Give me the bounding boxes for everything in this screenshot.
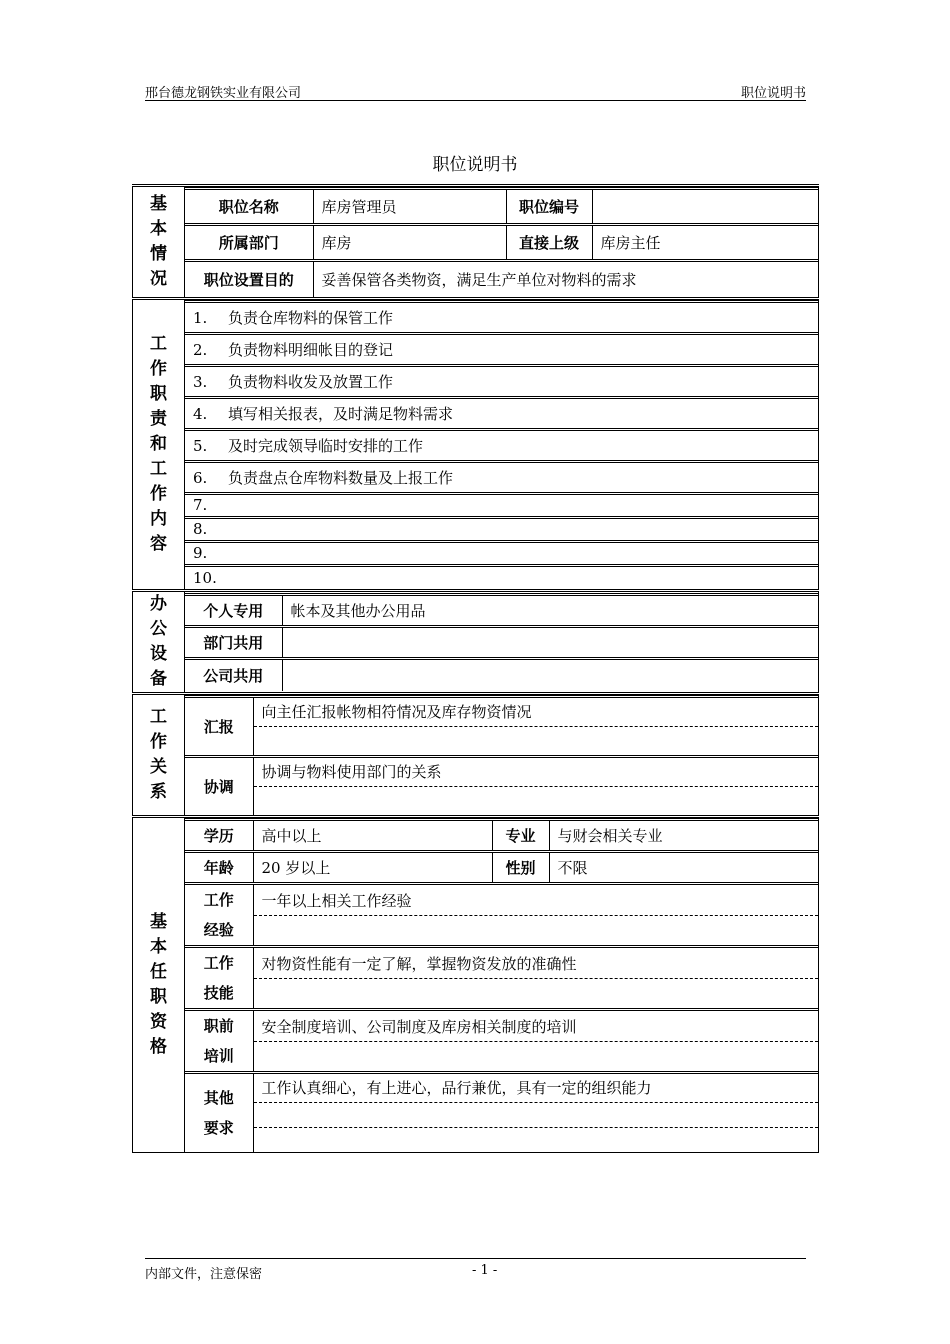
equipment-department-value xyxy=(282,627,818,659)
relations-table xyxy=(185,695,818,815)
duties-list xyxy=(185,300,818,590)
section-qualifications-heading: 基 本 任 职 资 格 xyxy=(133,817,185,1153)
section-basic-heading: 基 本 情 况 xyxy=(133,186,185,299)
job-code-label: 职位编号 xyxy=(506,189,592,225)
education-label: 学历 xyxy=(185,820,253,852)
training-cell xyxy=(253,1010,818,1073)
major-label: 专业 xyxy=(492,820,549,852)
skills-label: 工作 技能 xyxy=(185,947,253,1010)
purpose-label: 职位设置目的 xyxy=(185,261,313,297)
other-requirements-cell xyxy=(253,1073,818,1153)
other-requirements-value: 工作认真细心，有上进心，品行兼优，具有一定的组织能力 xyxy=(261,1079,652,1097)
confidential-note: 内部文件，注意保密 xyxy=(145,1267,263,1282)
experience-cell xyxy=(253,884,818,947)
equipment-company-label: 公司共用 xyxy=(185,659,282,691)
duty-item: 6. 负责盘点仓库物料数量及上报工作 xyxy=(185,461,818,493)
major-value: 与财会相关专业 xyxy=(549,820,818,852)
gender-label: 性别 xyxy=(492,852,549,884)
basic-info-table xyxy=(185,187,818,297)
page-header xyxy=(145,82,806,101)
coordinate-cell xyxy=(253,757,818,816)
report-label: 汇报 xyxy=(185,697,253,757)
job-code-value xyxy=(592,189,818,225)
qualifications-table xyxy=(185,818,818,1152)
duty-item: 2. 负责物料明细帐目的登记 xyxy=(185,333,818,365)
duty-item: 8. xyxy=(185,517,818,541)
equipment-personal-label: 个人专用 xyxy=(185,595,282,627)
document-title: 职位说明书 xyxy=(432,155,518,175)
page-footer xyxy=(145,1258,806,1282)
section-relations-heading: 工 作 关 系 xyxy=(133,694,185,817)
equipment-department-label: 部门共用 xyxy=(185,627,282,659)
education-value: 高中以上 xyxy=(253,820,492,852)
duty-item: 9. xyxy=(185,541,818,565)
supervisor-value: 库房主任 xyxy=(592,225,818,261)
training-label: 职前 培训 xyxy=(185,1010,253,1073)
duty-item: 4. 填写相关报表，及时满足物料需求 xyxy=(185,397,818,429)
company-name: 邢台德龙钢铁实业有限公司 xyxy=(145,86,302,101)
department-label: 所属部门 xyxy=(185,225,313,261)
equipment-table xyxy=(185,593,818,691)
coordinate-value: 协调与物料使用部门的关系 xyxy=(261,763,442,781)
age-label: 年龄 xyxy=(185,852,253,884)
doc-type: 职位说明书 xyxy=(740,86,806,101)
job-name-label: 职位名称 xyxy=(185,189,313,225)
job-description-table xyxy=(132,184,819,1153)
duty-item: 3. 负责物料收发及放置工作 xyxy=(185,365,818,397)
supervisor-label: 直接上级 xyxy=(506,225,592,261)
gender-value: 不限 xyxy=(549,852,818,884)
skills-value: 对物资性能有一定了解，掌握物资发放的准确性 xyxy=(261,954,577,973)
page-number: - 1 - xyxy=(472,1263,498,1278)
age-value: 20 岁以上 xyxy=(253,852,492,884)
coordinate-label: 协调 xyxy=(185,757,253,816)
duty-item: 5. 及时完成领导临时安排的工作 xyxy=(185,429,818,461)
job-name-value: 库房管理员 xyxy=(313,189,506,225)
department-value: 库房 xyxy=(313,225,506,261)
report-value: 向主任汇报帐物相符情况及库存物资情况 xyxy=(261,703,532,721)
duty-item: 1. 负责仓库物料的保管工作 xyxy=(185,301,818,333)
section-duties-heading: 工 作 职 责 和 工 作 内 容 xyxy=(133,298,185,591)
purpose-value: 妥善保管各类物资，满足生产单位对物料的需求 xyxy=(313,261,818,297)
section-equipment-heading: 办 公 设 备 xyxy=(133,591,185,694)
experience-label: 工作 经验 xyxy=(185,884,253,947)
skills-cell xyxy=(253,947,818,1010)
report-cell xyxy=(253,697,818,757)
training-value: 安全制度培训、公司制度及库房相关制度的培训 xyxy=(261,1017,577,1036)
equipment-company-value xyxy=(282,659,818,691)
other-requirements-label: 其他 要求 xyxy=(185,1073,253,1153)
equipment-personal-value: 帐本及其他办公用品 xyxy=(282,595,818,627)
duty-item: 7. xyxy=(185,493,818,517)
duty-item: 10. xyxy=(185,565,818,589)
experience-value: 一年以上相关工作经验 xyxy=(261,891,412,910)
